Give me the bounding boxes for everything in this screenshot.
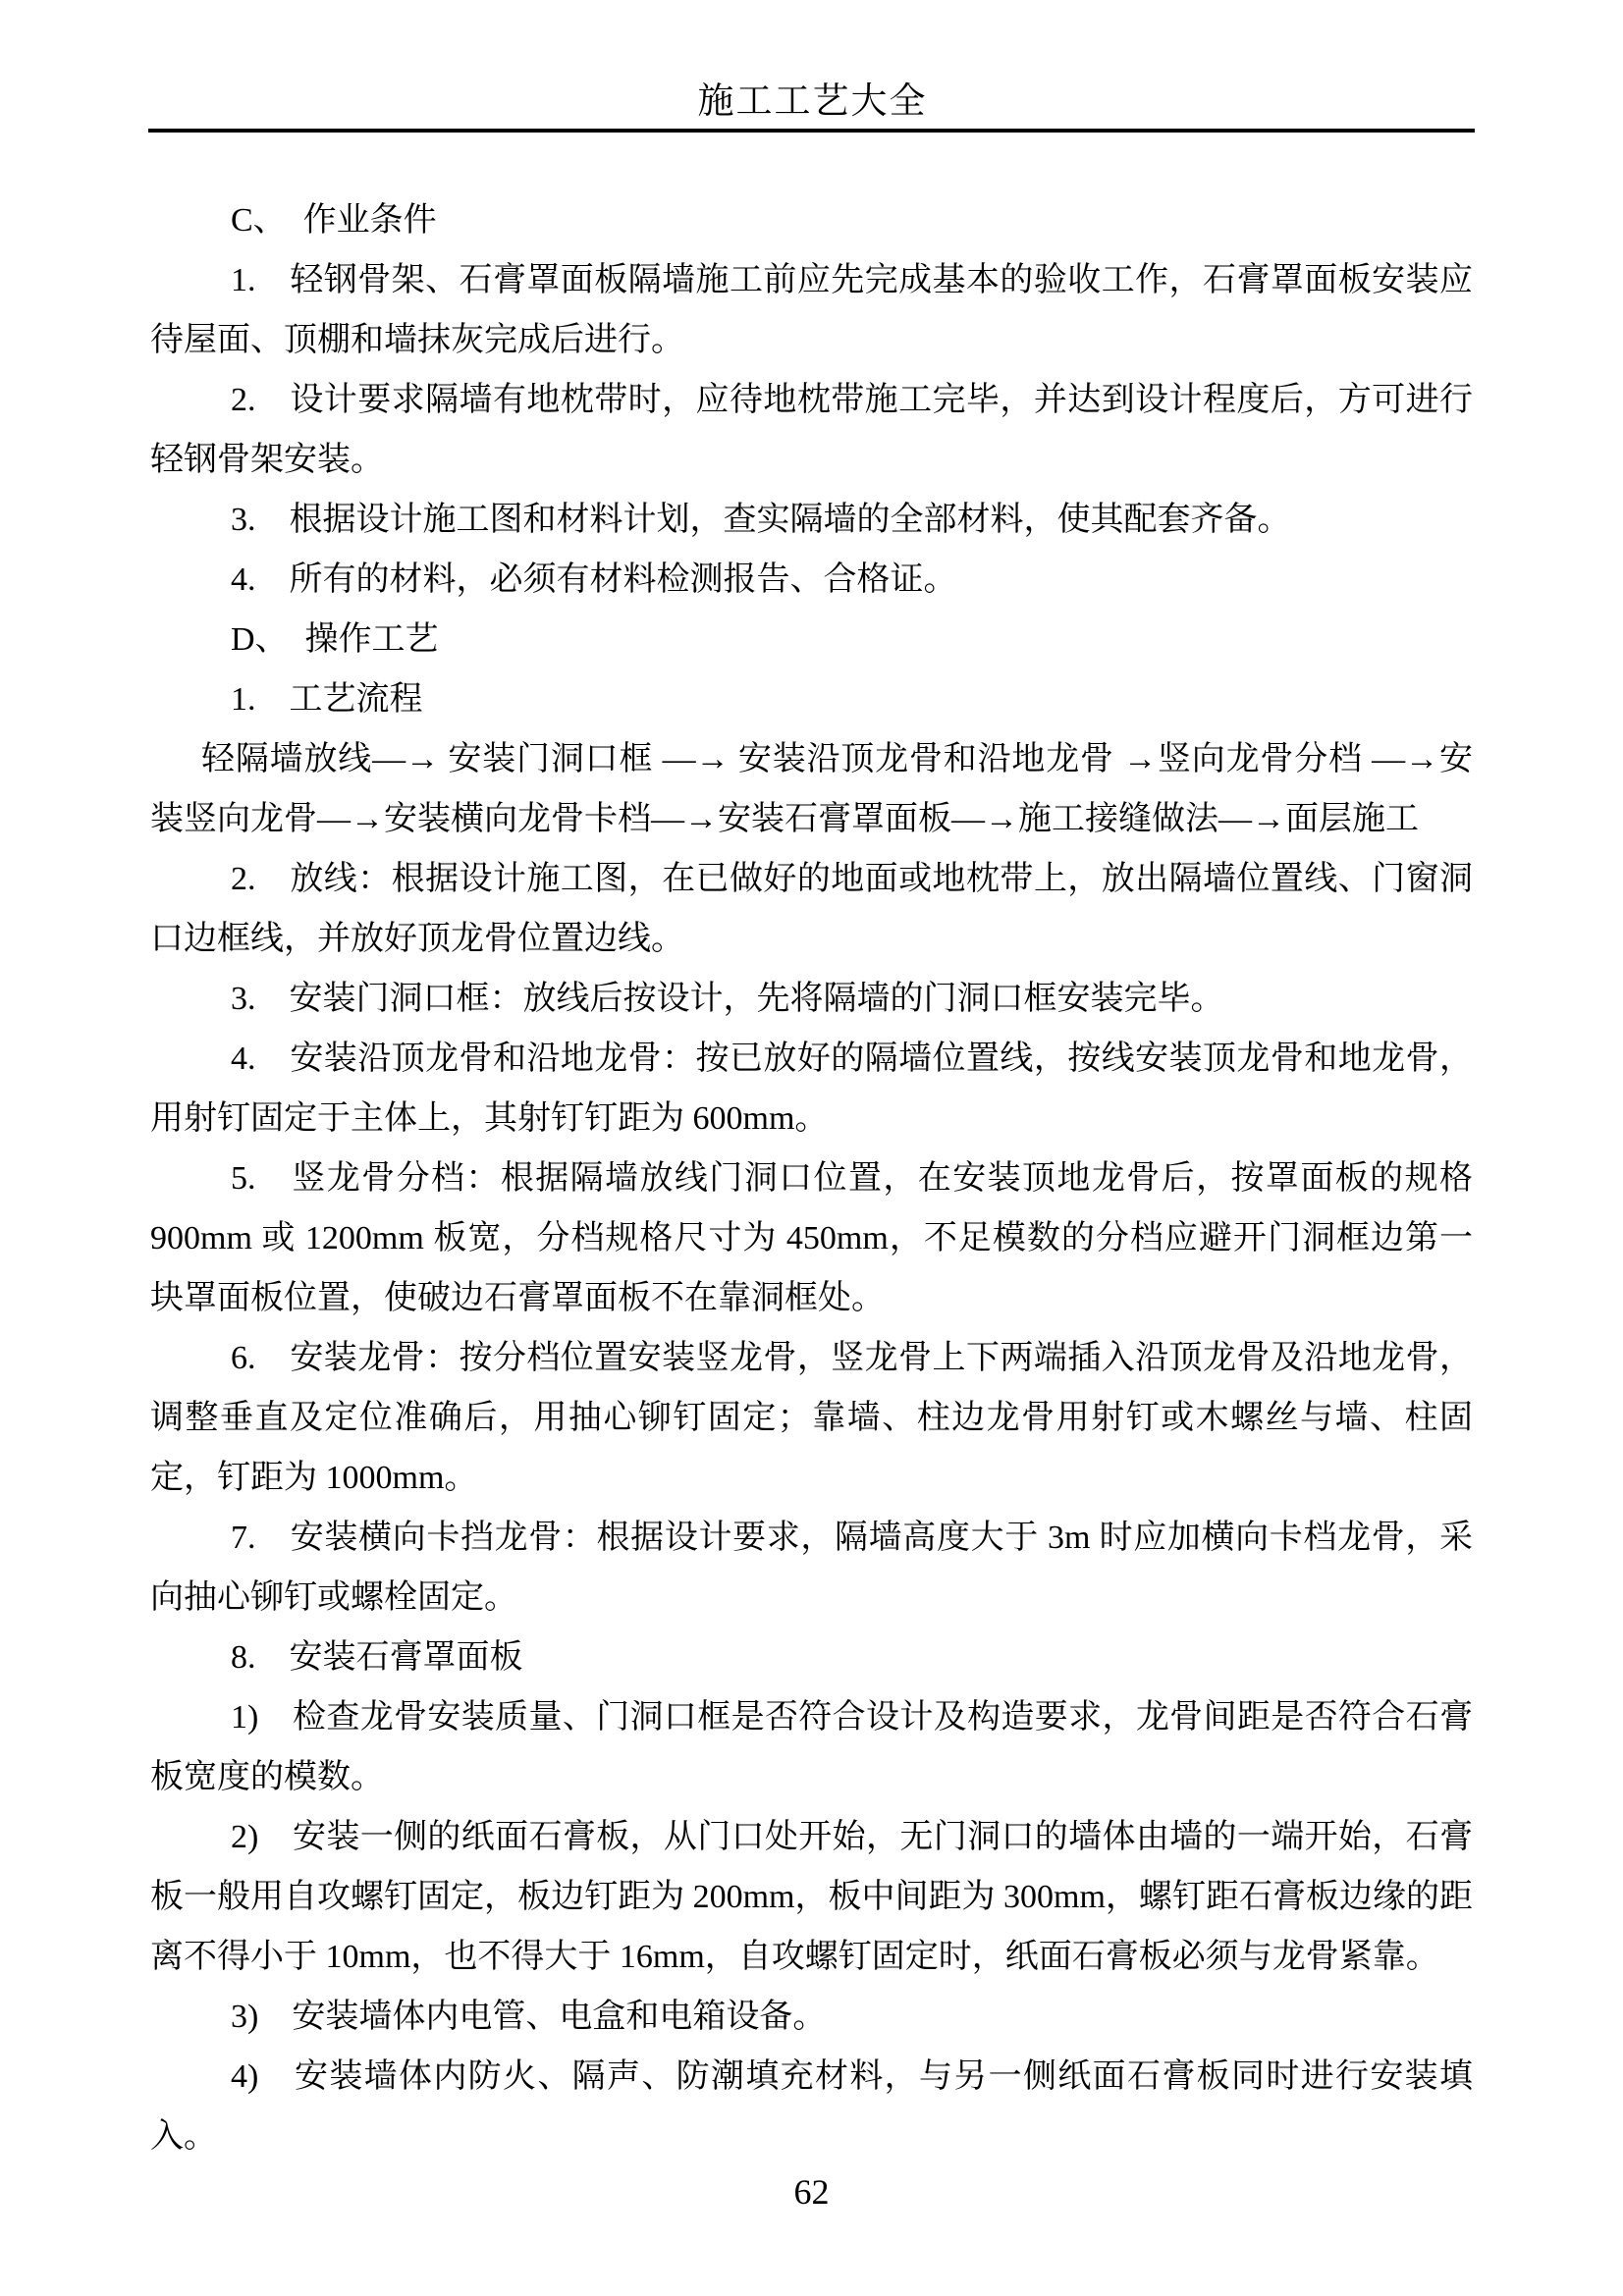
process-item-4: 4. 安装沿顶龙骨和沿地龙骨：按已放好的隔墙位置线，按线安装顶龙骨和地龙骨，用射钉固定于主体上，其射钉钉距为 600mm。 xyxy=(150,1041,1473,1137)
page-footer xyxy=(0,2167,1623,2216)
process-flow-line: 轻隔墙放线—→ 安装门洞口框 —→ 安装沿顶龙骨和沿地龙骨 →竖向龙骨分档 —→安装竖向龙骨—→安装横向龙骨卡档—→安装石膏罩面板—→施工接缝做法—→面层施工 xyxy=(150,741,1473,837)
process-item-8-sub-4: 4) 安装墙体内防火、隔声、防潮填充材料，与另一侧纸面石膏板同时进行安装填入。 xyxy=(150,2058,1473,2155)
condition-item-2: 2. 设计要求隔墙有地枕带时，应待地枕带施工完毕，并达到设计程度后，方可进行轻钢骨架安装。 xyxy=(150,382,1473,478)
condition-item-1: 1. 轻钢骨架、石膏罩面板隔墙施工前应先完成基本的验收工作，石膏罩面板安装应待屋面、顶棚和墙抹灰完成后进行。 xyxy=(150,262,1473,358)
page-title: 施工工艺大全 xyxy=(697,81,928,122)
process-item-6: 6. 安装龙骨：按分档位置安装竖龙骨，竖龙骨上下两端插入沿顶龙骨及沿地龙骨，调整垂直及定位准确后，用抽心铆钉固定；靠墙、柱边龙骨用射钉或木螺丝与墙、柱固定，钉距为 1000mm。 xyxy=(150,1340,1473,1496)
document-body xyxy=(150,190,1473,2166)
process-item-5: 5. 竖龙骨分档：根据隔墙放线门洞口位置，在安装顶地龙骨后，按罩面板的规格 900mm 或 1200mm 板宽，分档规格尺寸为 450mm，不足模数的分档应避开门洞框边第一块罩面板位置，使破边石膏罩面板不在靠洞框处。 xyxy=(150,1160,1473,1316)
section-heading-d: D、 操作工艺 xyxy=(231,621,439,658)
process-item-3: 3. 安装门洞口框：放线后按设计，先将隔墙的门洞口框安装完毕。 xyxy=(231,981,1224,1017)
page-number: 62 xyxy=(793,2172,830,2212)
header-divider xyxy=(148,129,1475,133)
process-item-1: 1. 工艺流程 xyxy=(231,681,423,718)
process-item-8-sub-2: 2) 安装一侧的纸面石膏板，从门口处开始，无门洞口的墙体由墙的一端开始，石膏板一般用自攻螺钉固定，板边钉距为 200mm，板中间距为 300mm，螺钉距石膏板边缘的距离不得小于 10mm，也不得大于 16mm，自攻螺钉固定时，纸面石膏板必须与龙骨紧靠。 xyxy=(150,1819,1473,1975)
condition-item-4: 4. 所有的材料，必须有材料检测报告、合格证。 xyxy=(231,561,957,598)
condition-item-3: 3. 根据设计施工图和材料计划，查实隔墙的全部材料，使其配套齐备。 xyxy=(231,502,1291,538)
process-item-8: 8. 安装石膏罩面板 xyxy=(231,1639,523,1676)
process-item-2: 2. 放线：根据设计施工图，在已做好的地面或地枕带上，放出隔墙位置线、门窗洞口边框线，并放好顶龙骨位置边线。 xyxy=(150,861,1473,957)
section-heading-c: C、 作业条件 xyxy=(231,202,437,239)
process-item-8-sub-3: 3) 安装墙体内电管、电盒和电箱设备。 xyxy=(231,1999,827,2035)
process-item-7: 7. 安装横向卡挡龙骨：根据设计要求，隔墙高度大于 3m 时应加横向卡档龙骨，采向抽心铆钉或螺栓固定。 xyxy=(150,1520,1473,1616)
process-item-8-sub-1: 1) 检查龙骨安装质量、门洞口框是否符合设计及构造要求，龙骨间距是否符合石膏板宽度的模数。 xyxy=(150,1699,1473,1795)
